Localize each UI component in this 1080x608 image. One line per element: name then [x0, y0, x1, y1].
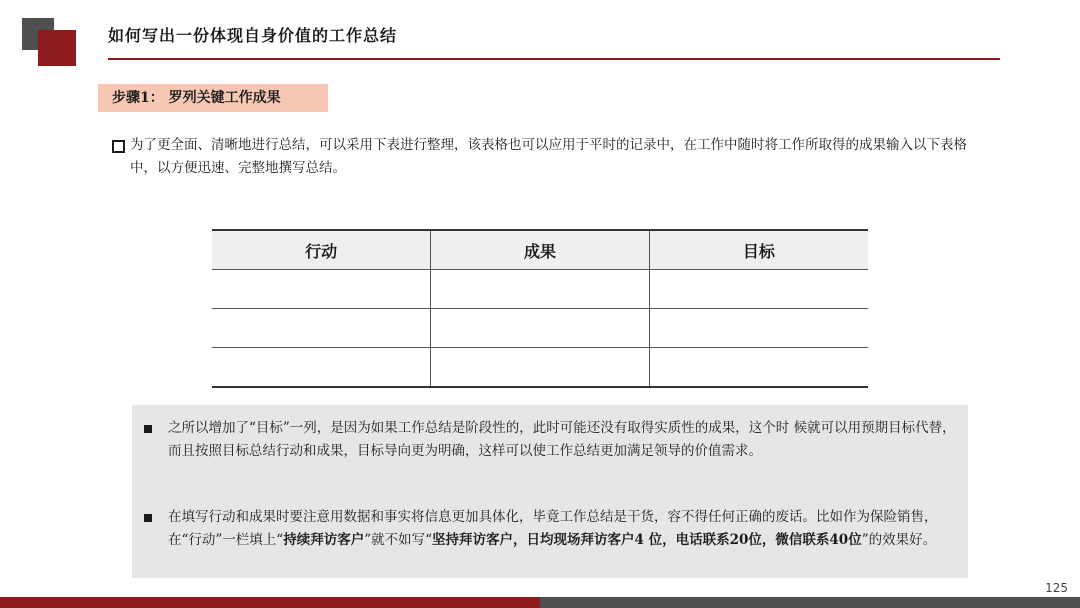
note-text-part: ”的效果好。: [861, 532, 937, 548]
table-cell: [212, 348, 431, 388]
table-cell: [431, 270, 650, 309]
note-item: [132, 506, 968, 552]
table-row: [212, 309, 868, 348]
table-header-row: [212, 230, 868, 270]
page-title: 如何写出一份体现自身价值的工作总结: [108, 26, 398, 45]
intro-text: 为了更全面、清晰地进行总结，可以采用下表进行整理，该表格也可以应用于平时的记录中，在工作中随时将工作所取得的成果输入以下表格中，以方便迅速、完整地撰写总结。: [130, 137, 967, 176]
table-cell: [431, 348, 650, 388]
square-bullet-icon: [144, 514, 152, 522]
note-text: [132, 506, 968, 552]
checkbox-bullet-icon: [112, 140, 125, 153]
step-label: 步骤1： 罗列关键工作成果: [98, 84, 328, 112]
table-row: [212, 270, 868, 309]
table-cell: [431, 309, 650, 348]
column-header-action: 行动: [212, 230, 431, 270]
summary-table: [212, 229, 868, 388]
column-header-goal: 目标: [649, 230, 868, 270]
table-cell: [649, 309, 868, 348]
table-cell: [649, 348, 868, 388]
footer-bar-gray: [540, 597, 1080, 608]
note-emphasis: 持续拜访客户: [283, 532, 365, 548]
table-cell: [649, 270, 868, 309]
column-header-result: 成果: [431, 230, 650, 270]
table-cell: [212, 309, 431, 348]
note-emphasis: 坚持拜访客户，日均现场拜访客户4 位，电话联系20位，微信联系40位: [432, 532, 862, 548]
table-cell: [212, 270, 431, 309]
intro-paragraph: [112, 134, 992, 180]
footer-bar-red: [0, 597, 540, 608]
table-row: [212, 348, 868, 388]
note-text-part: ”就不如写“: [364, 532, 433, 548]
square-bullet-icon: [144, 425, 152, 433]
page-number: 125: [1045, 581, 1068, 595]
note-item: [132, 417, 968, 463]
note-text-part: 在填写行动和成果时要注意用数据和事实将信息更加具体化，毕竟工作总结是干货，容不得任何正确的废话。比如作为保险销售，在“行动”一栏填上“: [168, 509, 938, 548]
title-divider: [108, 58, 1000, 60]
notes-box: [132, 405, 968, 578]
logo-red-square: [38, 30, 76, 66]
note-text: 之所以增加了“目标”一列，是因为如果工作总结是阶段性的，此时可能还没有取得实质性的成果，这个时 候就可以用预期目标代替，而且按照目标总结行动和成果，目标导向更为明确，这样可以使工作总结更加满足领导的价值需求。: [168, 420, 956, 459]
